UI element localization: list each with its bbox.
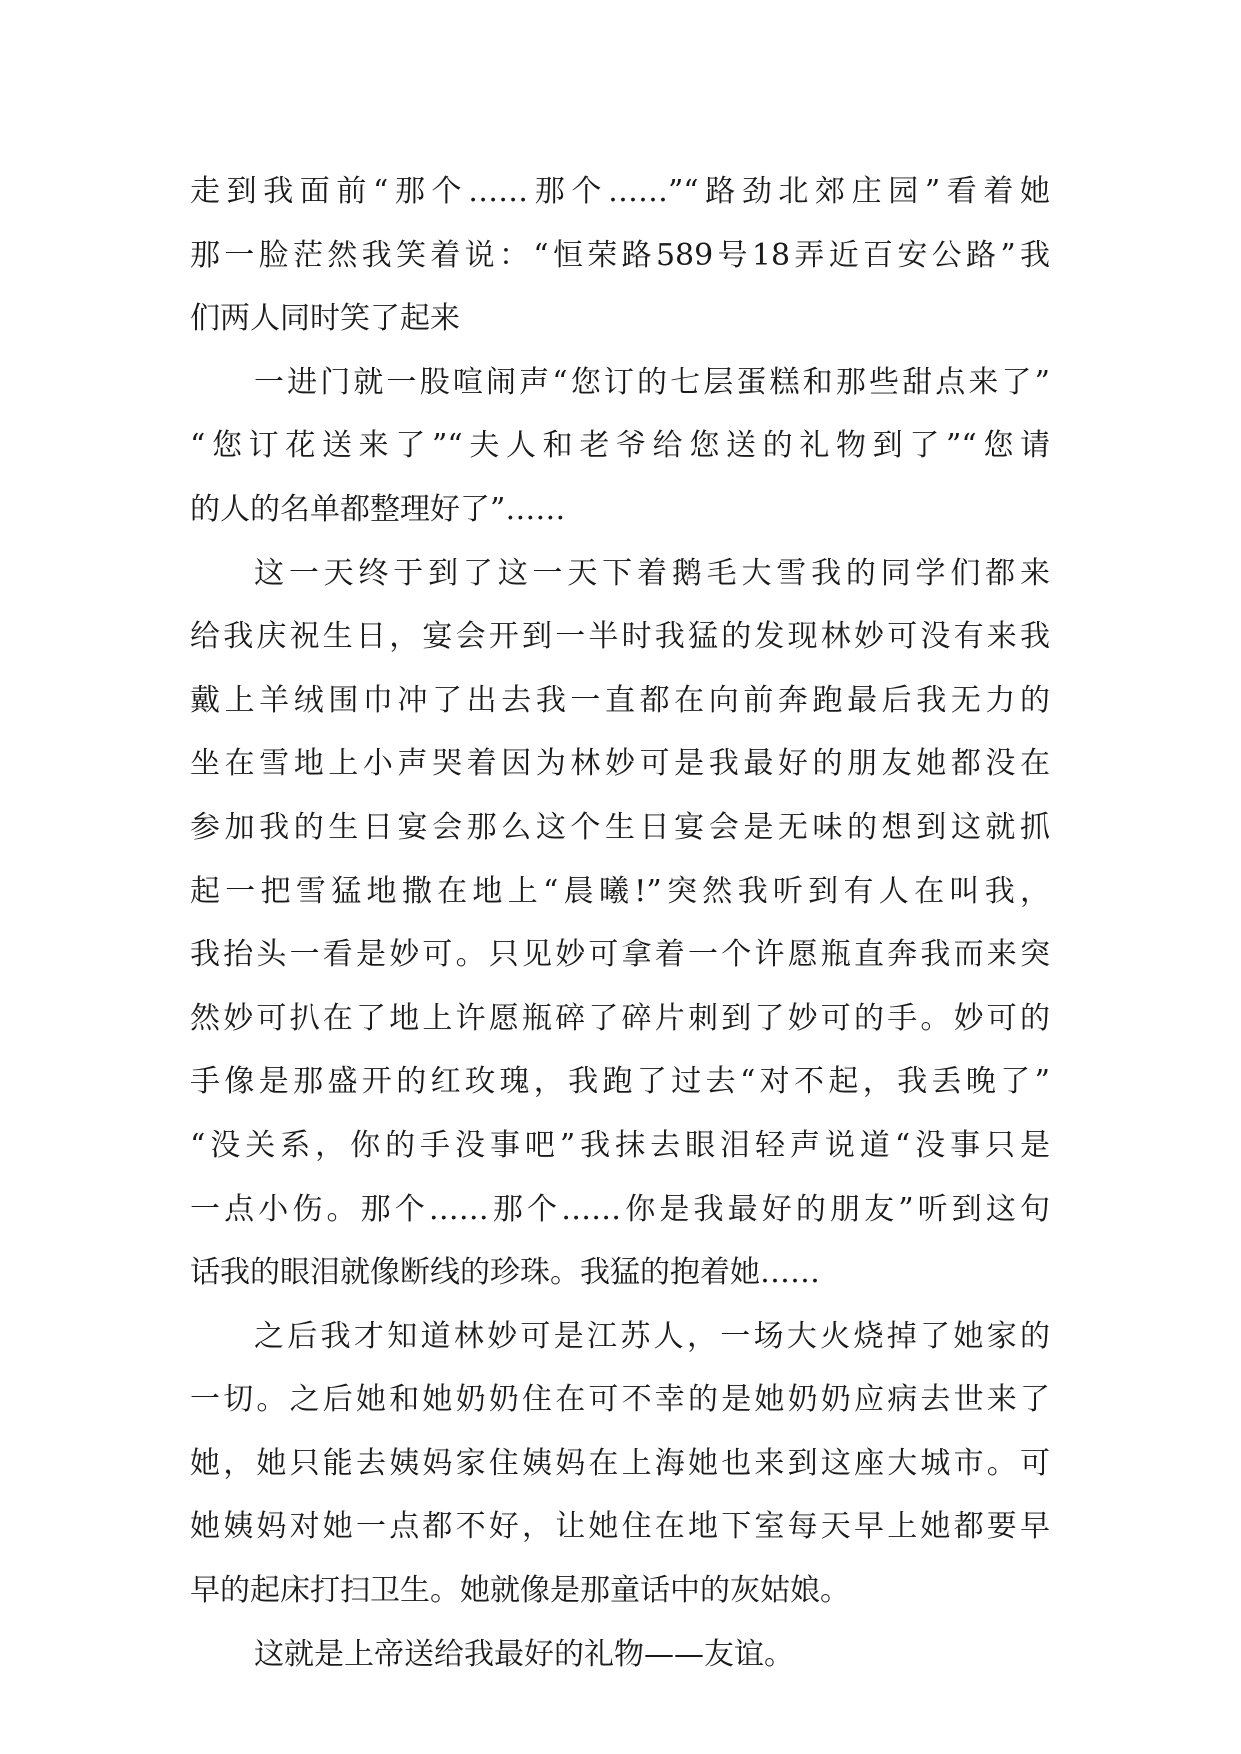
text-line: 给我庆祝生日，宴会开到一半时我猛的发现林妙可没有来我 bbox=[190, 619, 1050, 655]
text-line: 戴上羊绒围巾冲了出去我一直都在向前奔跑最后我无力的 bbox=[190, 682, 1050, 718]
text-line: 们两人同时笑了起来 bbox=[190, 301, 460, 337]
text-line: 她，她只能去姨妈家住姨妈在上海她也来到这座大城市。可 bbox=[190, 1445, 1050, 1481]
text-line: 起一把雪猛地撒在地上“晨曦!”突然我听到有人在叫我， bbox=[190, 873, 1050, 909]
text-line: 坐在雪地上小声哭着因为林妙可是我最好的朋友她都没在 bbox=[190, 746, 1050, 782]
paragraph-first-line: 之后我才知道林妙可是江苏人，一场大火烧掉了她家的 bbox=[254, 1318, 1050, 1354]
text-line: 那一脸茫然我笑着说：“恒荣路589号18弄近百安公路”我 bbox=[190, 237, 1050, 273]
text-line: 的人的名单都整理好了”…… bbox=[190, 491, 566, 527]
text-line: 话我的眼泪就像断线的珍珠。我猛的抱着她…… bbox=[190, 1255, 820, 1291]
text-line: 她姨妈对她一点都不好，让她住在地下室每天早上她都要早 bbox=[190, 1509, 1050, 1545]
text-line: 早的起床打扫卫生。她就像是那童话中的灰姑娘。 bbox=[190, 1573, 850, 1609]
text-line: 我抬头一看是妙可。只见妙可拿着一个许愿瓶直奔我而来突 bbox=[190, 937, 1050, 973]
text-line: 参加我的生日宴会那么这个生日宴会是无味的想到这就抓 bbox=[190, 809, 1050, 845]
paragraph-first-line: 这就是上帝送给我最好的礼物——友谊。 bbox=[254, 1636, 794, 1672]
text-line: 手像是那盛开的红玫瑰，我跑了过去“对不起，我丢晚了” bbox=[190, 1064, 1050, 1100]
text-line: 一点小伤。那个……那个……你是我最好的朋友”听到这句 bbox=[190, 1191, 1050, 1227]
text-line: 走到我面前“那个……那个……”“路劲北郊庄园”看着她 bbox=[190, 174, 1050, 209]
text-line: 然妙可扒在了地上许愿瓶碎了碎片刺到了妙可的手。妙可的 bbox=[190, 1000, 1050, 1036]
paragraph-first-line: 一进门就一股喧闹声“您订的七层蛋糕和那些甜点来了” bbox=[254, 364, 1050, 400]
text-line: “您订花送来了”“夫人和老爷给您送的礼物到了”“您请 bbox=[190, 428, 1050, 464]
story-text bbox=[190, 160, 1050, 1686]
paragraph-first-line: 这一天终于到了这一天下着鹅毛大雪我的同学们都来 bbox=[254, 555, 1050, 591]
text-line: 一切。之后她和她奶奶住在可不幸的是她奶奶应病去世来了 bbox=[190, 1382, 1050, 1418]
text-line: “没关系，你的手没事吧”我抹去眼泪轻声说道“没事只是 bbox=[190, 1127, 1050, 1163]
